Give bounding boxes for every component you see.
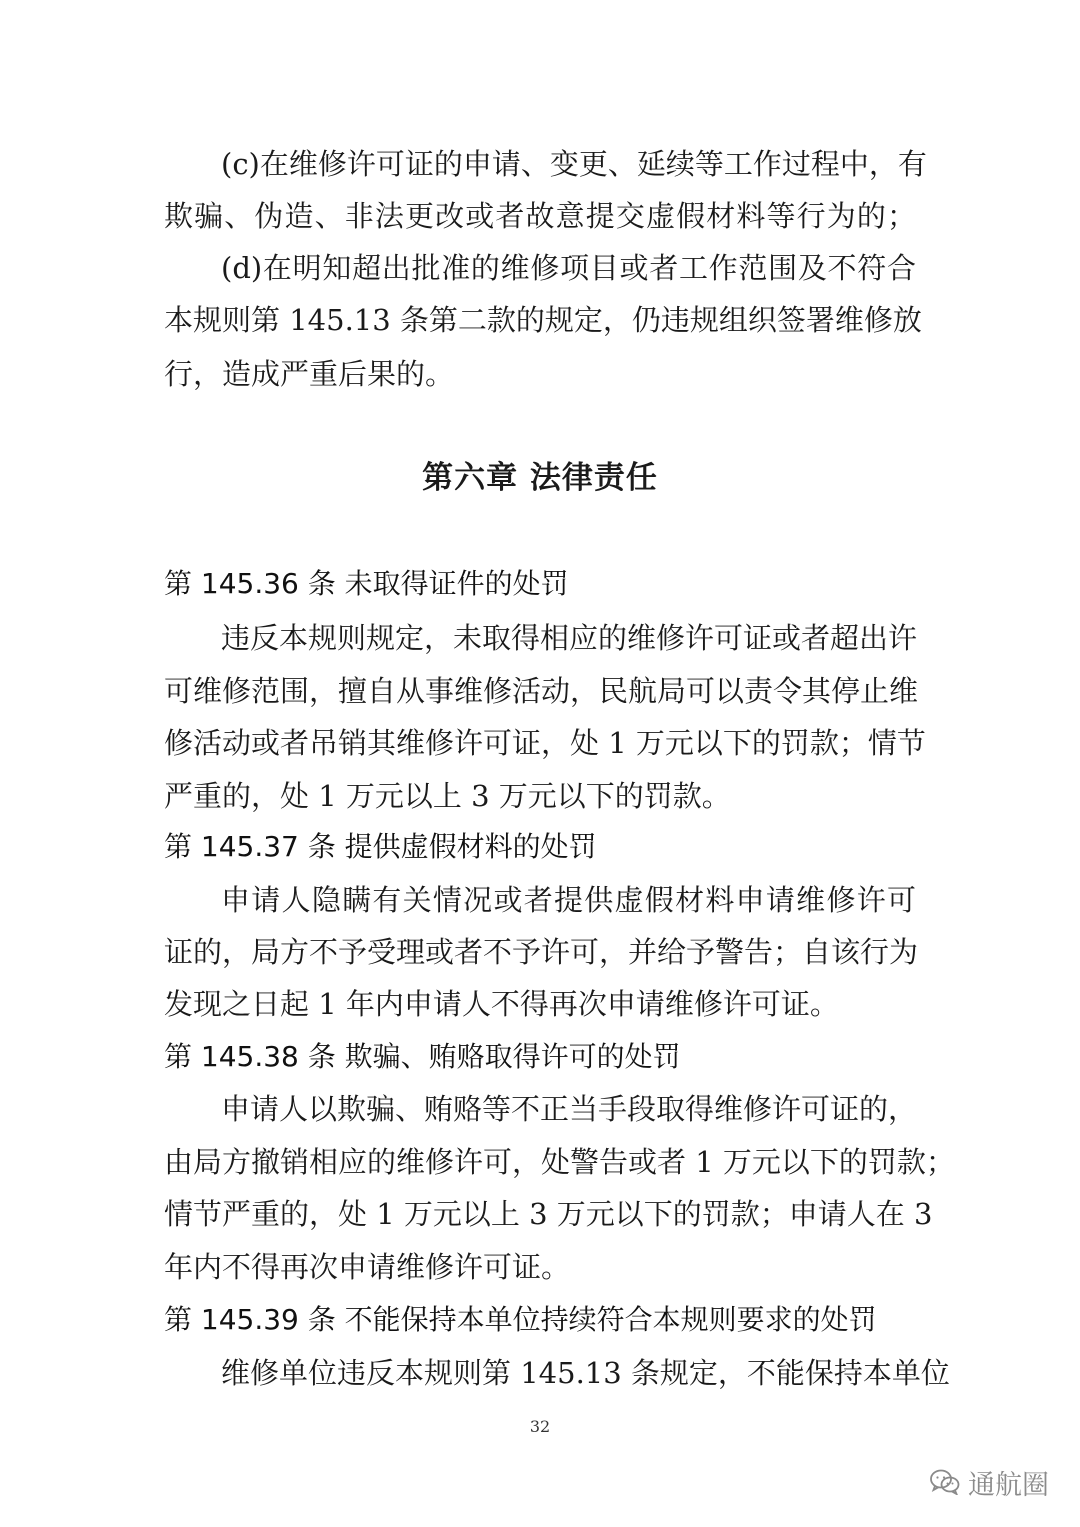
paragraph-line: 维修单位违反本规则第 145.13 条规定，不能保持本单位	[221, 1356, 950, 1390]
paragraph-line: 修活动或者吊销其维修许可证，处 1 万元以下的罚款；情节	[164, 726, 926, 760]
wechat-icon	[930, 1469, 960, 1495]
paragraph-line: 申请人以欺骗、贿赂等不正当手段取得维修许可证的，	[221, 1092, 918, 1126]
watermark-text: 通航圈	[968, 1469, 1049, 1501]
paragraph-line: 申请人隐瞒有关情况或者提供虚假材料申请维修许可	[221, 883, 916, 917]
paragraph-line: 行，造成严重后果的。	[164, 357, 455, 391]
paragraph-line: 年内不得再次申请维修许可证。	[164, 1250, 571, 1284]
paragraph-line: 违反本规则规定，未取得相应的维修许可证或者超出许	[221, 621, 918, 655]
paragraph-line: 欺骗、伪造、非法更改或者故意提交虚假材料等行为的；	[164, 199, 916, 233]
paragraph-line: 由局方撤销相应的维修许可，处警告或者 1 万元以下的罚款；	[164, 1145, 955, 1179]
paragraph-line: 证的，局方不予受理或者不予许可，并给予警告；自该行为	[164, 935, 919, 969]
watermark	[930, 1462, 1049, 1502]
paragraph-line: 发现之日起 1 年内申请人不得再次申请维修许可证。	[164, 987, 839, 1021]
article-heading: 第 145.36 条 未取得证件的处罚	[164, 567, 569, 600]
article-heading: 第 145.39 条 不能保持本单位持续符合本规则要求的处罚	[164, 1303, 877, 1336]
paragraph-line: 严重的，处 1 万元以上 3 万元以下的罚款。	[164, 779, 731, 813]
article-heading: 第 145.38 条 欺骗、贿赂取得许可的处罚	[164, 1040, 681, 1073]
chapter-title: 第六章 法律责任	[422, 460, 658, 496]
paragraph-line: 可维修范围，擅自从事维修活动，民航局可以责令其停止维	[164, 674, 919, 708]
paragraph-line: (d)在明知超出批准的维修项目或者工作范围及不符合	[221, 251, 916, 285]
paragraph-line: 情节严重的，处 1 万元以上 3 万元以下的罚款；申请人在 3	[164, 1197, 933, 1231]
article-heading: 第 145.37 条 提供虚假材料的处罚	[164, 830, 597, 863]
page-number: 32	[529, 1417, 551, 1436]
paragraph-line: 本规则第 145.13 条第二款的规定，仍违规组织签署维修放	[164, 303, 922, 337]
paragraph-line: (c)在维修许可证的申请、变更、延续等工作过程中，有	[221, 147, 927, 181]
